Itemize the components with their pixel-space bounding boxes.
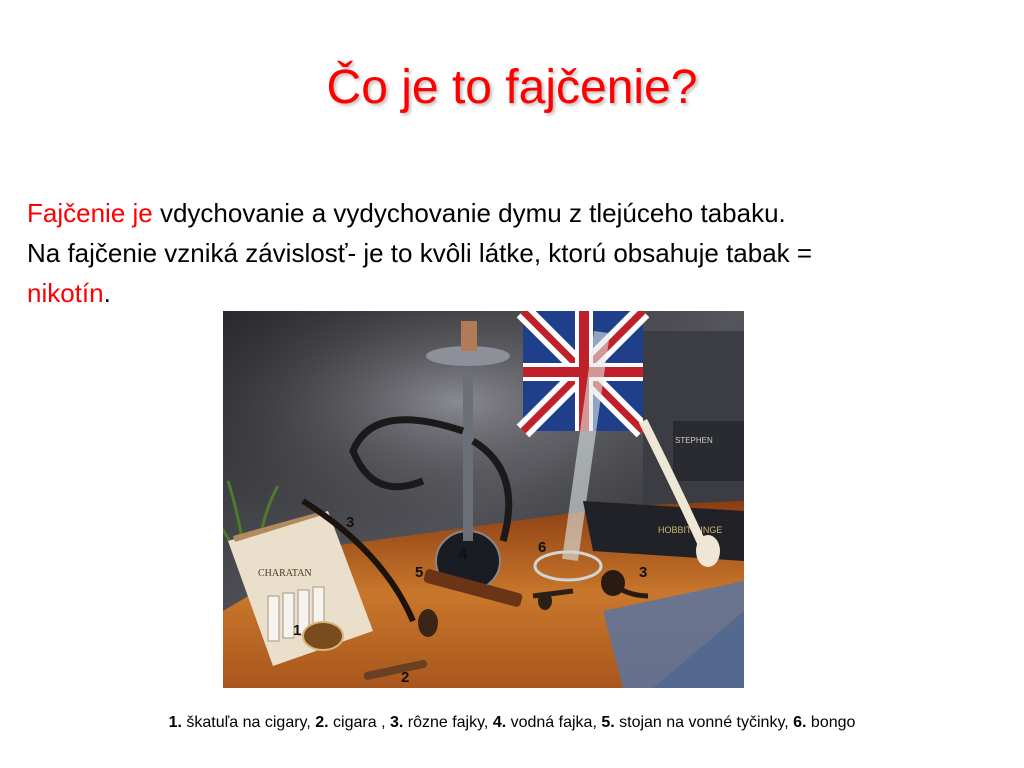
photo-label-pipe-3b: 3 [639, 564, 648, 581]
caption-num: 6. [793, 714, 807, 731]
pipe-box-text: HOBBIT RINGE [658, 525, 723, 535]
caption-text: bongo [806, 714, 856, 731]
caption-text: cigara , [328, 714, 390, 731]
addiction-text: Na fajčenie vzniká závislosť- je to kvôli látke, ktorú obsahuje tabak = [27, 238, 813, 268]
photo-label-incense-5: 5 [415, 564, 424, 581]
book-spine-text: STEPHEN [675, 436, 713, 445]
caption-text: rôzne fajky, [403, 714, 493, 731]
photo-label-pipe-3: 3 [346, 514, 355, 531]
smoking-items-photo [223, 311, 744, 688]
paragraph-definition [27, 193, 1007, 233]
cigar-box-brand: CHARATAN [258, 568, 312, 579]
caption-text: vodná fajka, [506, 714, 602, 731]
caption-num: 1. [168, 714, 182, 731]
addiction-end: . [103, 278, 111, 308]
caption-text: škatuľa na cigary, [181, 714, 316, 731]
slide-body [27, 193, 1007, 313]
caption-text: stojan na vonné tyčinky, [614, 714, 794, 731]
photo-label-bong-6: 6 [538, 539, 547, 556]
definition-text: vdychovanie a vydychovanie dymu z tlejúceho tabaku. [152, 198, 786, 228]
paragraph-addiction [27, 233, 1007, 313]
definition-lead: Fajčenie je [27, 198, 153, 228]
caption-num: 4. [492, 714, 507, 731]
nicotine-word: nikotín [27, 278, 104, 308]
caption-num: 3. [389, 714, 404, 731]
photo-label-box-1: 1 [293, 622, 302, 639]
slide-title: Čo je to fajčenie? [326, 61, 698, 114]
photo-label-cigar-2: 2 [401, 669, 410, 686]
caption-num: 2. [315, 714, 329, 731]
caption-num: 5. [601, 714, 615, 731]
photo-label-shisha-4: 4 [459, 546, 468, 563]
photo-caption [0, 712, 1024, 734]
